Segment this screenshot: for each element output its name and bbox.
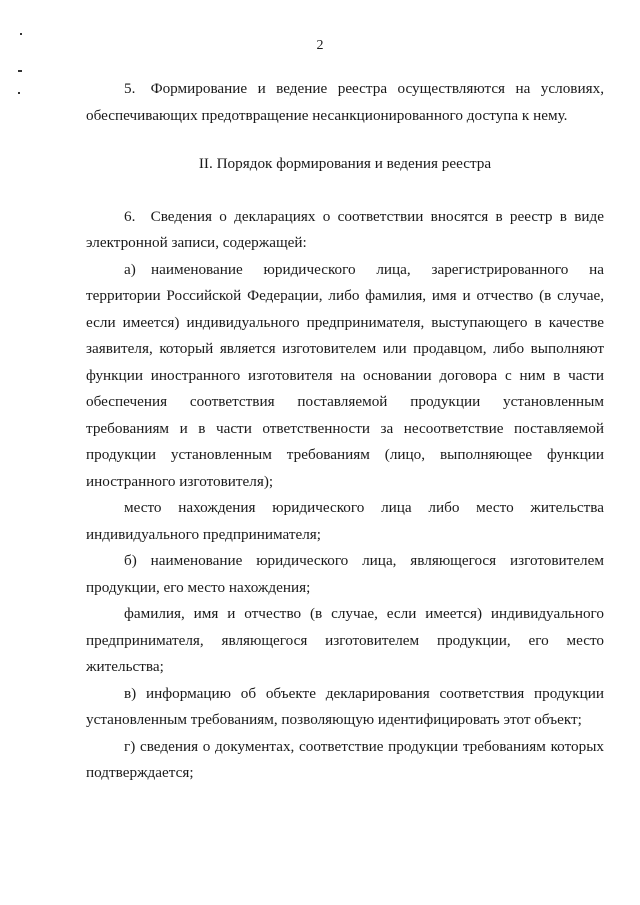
page-number: 2 [316, 38, 324, 53]
paragraph-b-name: фамилия, имя и отчество (в случае, если имеется) индивидуального предпринимателя, являющегося изготовителем продукции, его место жительства; [86, 605, 604, 675]
paragraph-5: 5. Формирование и ведение реестра осуществляются на условиях, обеспечивающих предотвращение несанкционированного доступа к нему. [86, 80, 604, 124]
scan-mark [18, 92, 20, 94]
paragraph-6: 6. Сведения о декларациях о соответствии вносятся в реестр в виде электронной записи, содержащей: [86, 207, 604, 251]
paragraph-g: г) сведения о документах, соответствие продукции требованиям которых подтверждается; [86, 737, 604, 781]
scan-mark [18, 70, 22, 72]
paragraph-a-location: место нахождения юридического лица либо место жительства индивидуального предпринимателя; [86, 499, 604, 543]
section-heading: II. Порядок формирования и ведения реестра [198, 155, 492, 172]
scan-mark [20, 33, 22, 35]
paragraph-b: б) наименование юридического лица, являющегося изготовителем продукции, его место нахождения; [86, 552, 604, 596]
document-body [86, 76, 604, 787]
paragraph-v: в) информацию об объекте декларирования соответствия продукции установленным требованиям, позволяющую идентифицировать этот объект; [86, 684, 604, 728]
paragraph-a: а) наименование юридического лица, зарегистрированного на территории Российской Федерации, либо фамилия, имя и отчество (в случае, если имеется) индивидуального предпринимателя, выступающего в качестве заявителя, который является изготовителем или продавцом, либо выполняют функции иностранного изготовителя на основании договора с ним в части обеспечения соответствия поставляемой продукции установленным требованиям и в части ответственности за несоответствие поставляемой продукции установленным требованиям (лицо, выполняющее функции иностранного изготовителя); [86, 260, 604, 490]
